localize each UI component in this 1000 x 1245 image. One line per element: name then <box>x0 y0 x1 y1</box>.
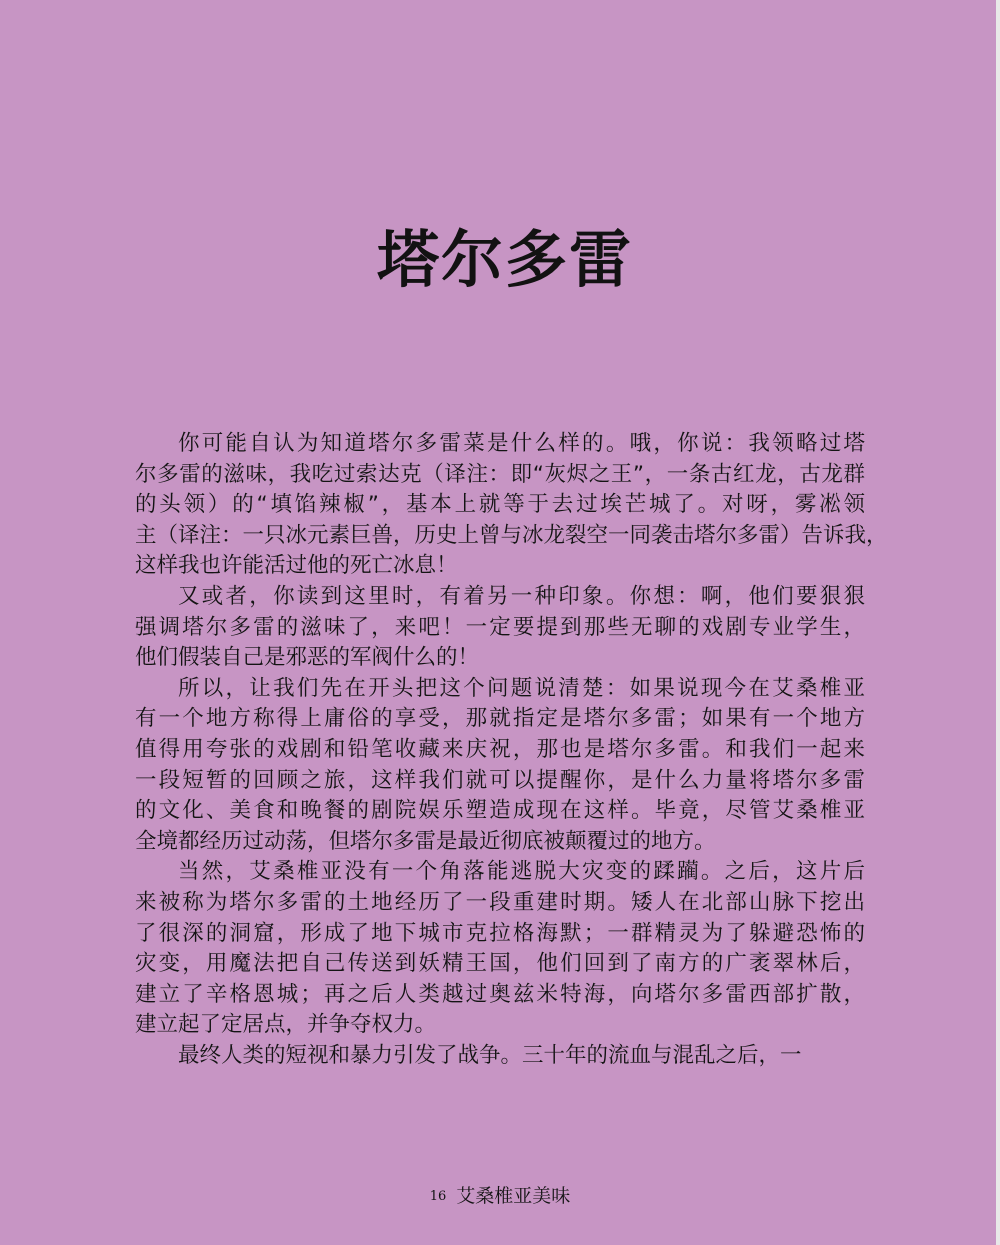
body-line: 有一个地方称得上庸俗的享受，那就指定是塔尔多雷；如果有一个地方 <box>135 706 865 732</box>
body-line: 建立了辛格恩城；再之后人类越过奥兹米特海，向塔尔多雷西部扩散， <box>135 981 865 1007</box>
page-footer <box>0 1181 1000 1208</box>
body-line: 当然，艾桑椎亚没有一个角落能逃脱大灾变的蹂躏。之后，这片后 <box>178 859 865 885</box>
running-title: 艾桑椎亚美味 <box>456 1185 571 1207</box>
body-line: 全境都经历过动荡，但塔尔多雷是最近彻底被颠覆过的地方。 <box>135 828 716 854</box>
page-number: 16 <box>429 1189 447 1204</box>
body-line: 主（译注：一只冰元素巨兽，历史上曾与冰龙裂空一同袭击塔尔多雷）告诉我， <box>135 522 888 548</box>
body-line: 值得用夸张的戏剧和铅笔收藏来庆祝，那也是塔尔多雷。和我们一起来 <box>135 736 865 762</box>
body-line: 强调塔尔多雷的滋味了，来吧！一定要提到那些无聊的戏剧专业学生， <box>135 614 865 640</box>
body-line: 一段短暂的回顾之旅，这样我们就可以提醒你，是什么力量将塔尔多雷 <box>135 767 865 793</box>
body-line: 又或者，你读到这里时，有着另一种印象。你想：啊，他们要狠狠 <box>178 583 865 609</box>
body-line: 所以，让我们先在开头把这个问题说清楚：如果说现今在艾桑椎亚 <box>178 675 865 701</box>
body-line: 这样我也许能活过他的死亡冰息！ <box>135 553 458 579</box>
body-line: 建立起了定居点，并争夺权力。 <box>135 1012 437 1038</box>
body-line: 最终人类的短视和暴力引发了战争。三十年的流血与混乱之后，一 <box>178 1042 802 1068</box>
body-line: 尔多雷的滋味，我吃过索达克（译注：即“灰烬之王”，一条古红龙，古龙群 <box>135 461 865 487</box>
body-line: 来被称为塔尔多雷的土地经历了一段重建时期。矮人在北部山脉下挖出 <box>135 889 865 915</box>
body-line: 的文化、美食和晚餐的剧院娱乐塑造成现在这样。毕竟，尽管艾桑椎亚 <box>135 798 865 824</box>
body-line: 他们假装自己是邪恶的军阀什么的！ <box>135 645 480 671</box>
chapter-title: 塔尔多雷 <box>376 223 633 296</box>
body-line: 你可能自认为知道塔尔多雷菜是什么样的。哦，你说：我领略过塔 <box>178 431 865 456</box>
body-text <box>135 429 888 1071</box>
body-line: 了很深的洞窟，形成了地下城市克拉格海默；一群精灵为了躲避恐怖的 <box>135 920 865 946</box>
body-line: 的头领）的“填馅辣椒”，基本上就等于去过埃芒城了。对呀，雾凇领 <box>135 492 865 518</box>
body-line: 灾变，用魔法把自己传送到妖精王国，他们回到了南方的广袤翠林后， <box>135 951 865 977</box>
